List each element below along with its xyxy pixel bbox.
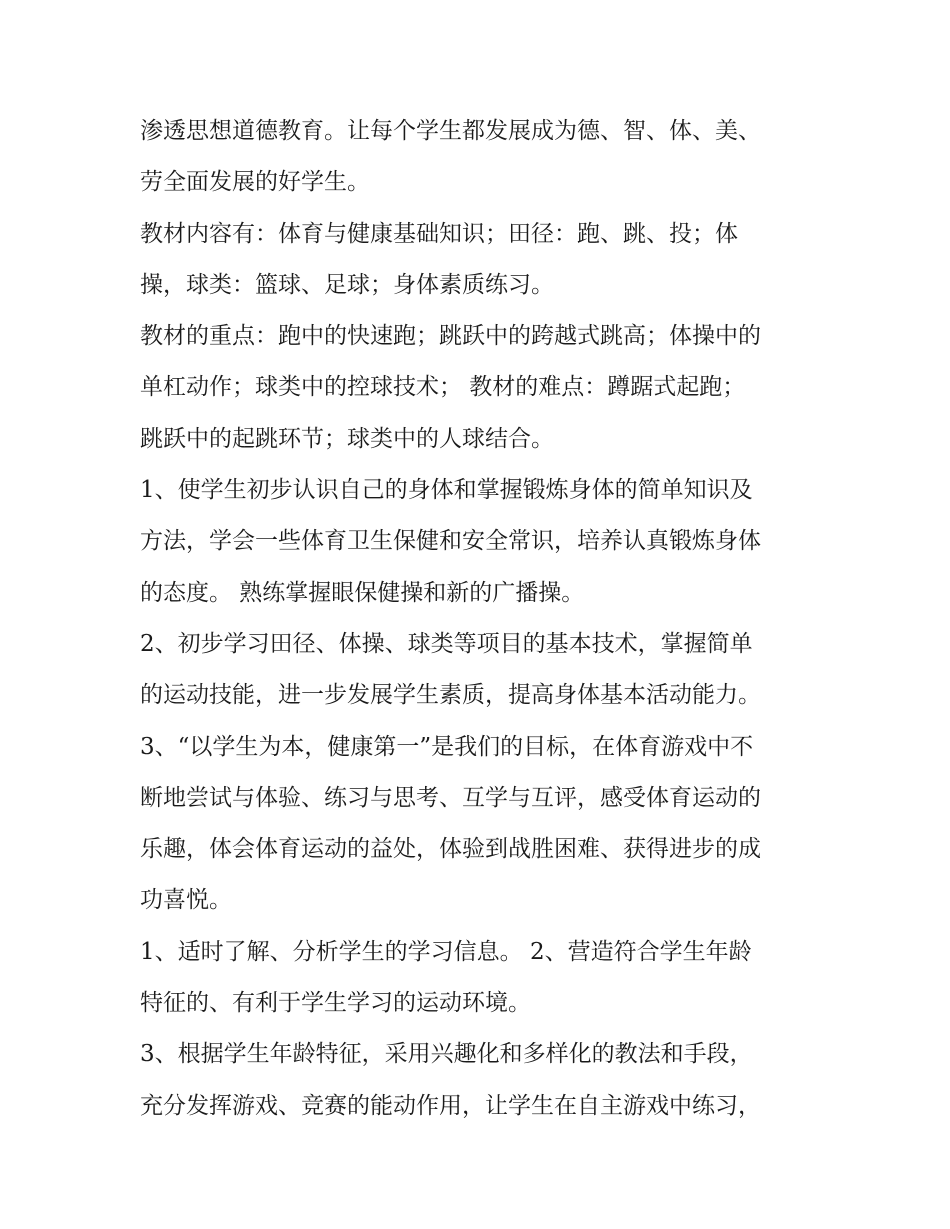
text-line: 1、适时了解、分析学生的学习信息。 2、营造符合学生年龄 [140, 938, 752, 965]
text-line: 教材内容有：体育与健康基础知识；田径：跑、跳、投；体 [140, 220, 738, 247]
text-line: 1、使学生初步认识自己的身体和掌握锻炼身体的简单知识及 [140, 477, 753, 504]
text-line: 3、根据学生年龄特征，采用兴趣化和多样化的教法和手段， [140, 1041, 753, 1068]
text-line: 教材的重点：跑中的快速跑；跳跃中的跨越式跳高；体操中的 [140, 323, 761, 350]
text-line: 跳跃中的起跳环节；球类中的人球结合。 [140, 425, 554, 452]
text-line: 特征的、有利于学生学习的运动环境。 [140, 990, 531, 1017]
text-line: 渗透思想道德教育。让每个学生都发展成为德、智、体、美、 [140, 118, 761, 144]
text-line: 2、初步学习田径、体操、球类等项目的基本技术，掌握简单 [140, 630, 753, 657]
text-line: 的运动技能，进一步发展学生素质，提高身体基本活动能力。 [140, 682, 761, 709]
text-line: 充分发挥游戏、竞赛的能动作用，让学生在自主游戏中练习， [140, 1092, 761, 1119]
text-line: 断地尝试与体验、练习与思考、互学与互评，感受体育运动的 [140, 784, 761, 811]
text-line: 的态度。 熟练掌握眼保健操和新的广播操。 [140, 579, 585, 606]
document-body [140, 106, 820, 1132]
text-line: 操，球类：篮球、足球；身体素质练习。 [140, 271, 554, 298]
text-line: 劳全面发展的好学生。 [140, 169, 370, 196]
text-line: 功喜悦。 [140, 887, 232, 914]
text-line: 乐趣，体会体育运动的益处，体验到战胜困难、获得进步的成 [140, 836, 761, 863]
text-line: 单杠动作；球类中的控球技术； 教材的难点：蹲踞式起跑； [140, 374, 746, 401]
text-line: 方法，学会一些体育卫生保健和安全常识，培养认真锻炼身体 [140, 528, 761, 555]
text-line: 3、“以学生为本，健康第一”是我们的目标，在体育游戏中不 [140, 733, 754, 760]
